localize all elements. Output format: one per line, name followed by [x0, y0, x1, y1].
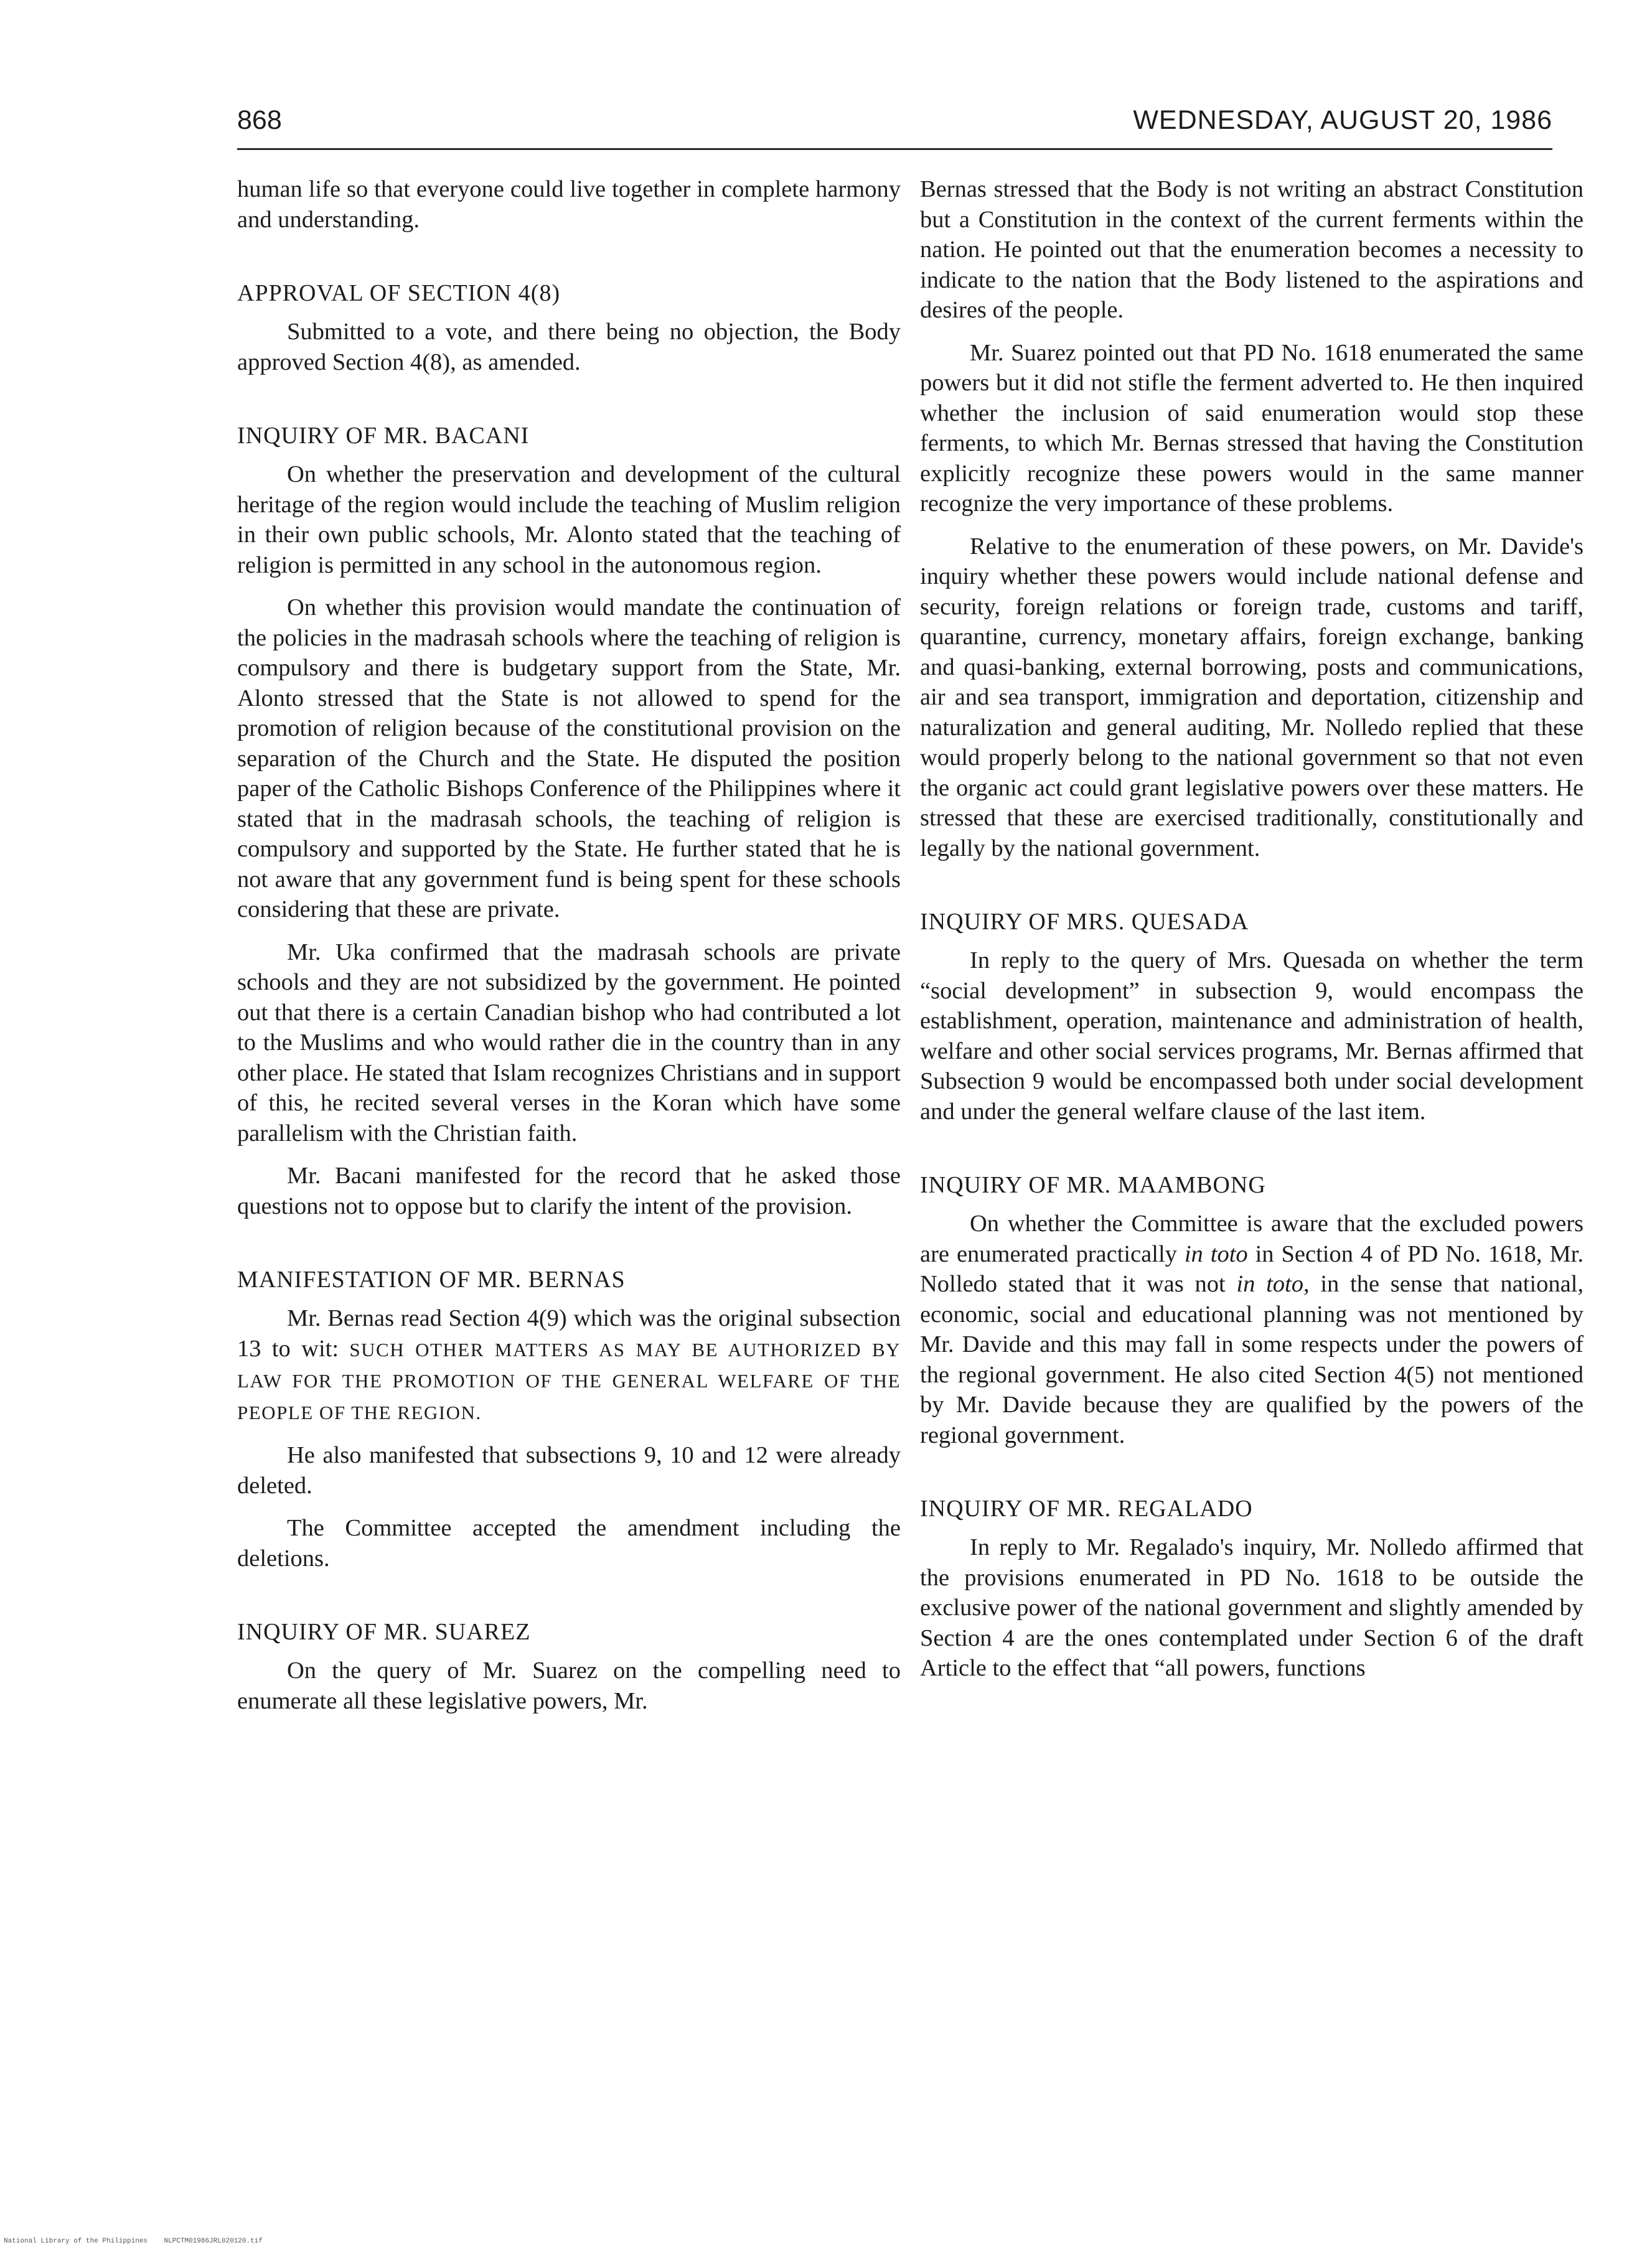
heading-inquiry-suarez: INQUIRY OF MR. SUAREZ	[237, 1619, 531, 1645]
heading-inquiry-bacani: INQUIRY OF MR. BACANI	[237, 423, 530, 449]
footer-library: National Library of the Philippines	[4, 2238, 148, 2245]
maambong-in-toto-1: in toto	[1184, 1240, 1248, 1267]
paragraph-intro: human life so that everyone could live together in complete harmony and understanding.	[237, 176, 901, 233]
paragraph-bacani-3: Mr. Uka confirmed that the madrasah schools are private schools and they are not subsidized by the government. He pointed out that there is a certain Canadian bishop who had contributed a lot to the Muslims and who would rather die in the country than in any other place. He stated that Islam recognizes Christians and in support of this, he recited several verses in the Koran which have some parallelism with the Christian faith.	[237, 939, 901, 1146]
scan-footer	[4, 2238, 263, 2245]
paragraph-bernas-3: The Committee accepted the amendment including the deletions.	[237, 1515, 901, 1572]
paragraph-suarez-2: Mr. Suarez pointed out that PD No. 1618 enumerated the same powers but it did not stifle the ferment adverted to. He then inquired whether the inclusion of said enumeration would stop these ferments, to which Mr. Bernas stressed that having the Constitution explicitly recognize these powers would in the same manner recognize the very importance of these problems.	[920, 339, 1584, 517]
paragraph-maambong	[920, 1209, 1584, 1450]
paragraph-bacani-1: On whether the preservation and development of the cultural heritage of the region would include the teaching of Muslim religion in their own public schools, Mr. Alonto stated that the teaching of religion is permitted in any school in the autonomous region.	[237, 461, 901, 578]
bernas-lead-text: Mr. Bernas read Section 4(9) which was the original subsection 13 to wit:	[237, 1305, 901, 1362]
paragraph-suarez-1: On the query of Mr. Suarez on the compelling need to enumerate all these legislative powers, Mr.	[237, 1657, 901, 1714]
header-rule	[237, 148, 1552, 150]
heading-inquiry-quesada: INQUIRY OF MRS. QUESADA	[920, 909, 1249, 935]
paragraph-bacani-4: Mr. Bacani manifested for the record that he asked those questions not to oppose but to clarify the intent of the provision.	[237, 1163, 901, 1219]
paragraph-bernas-1	[237, 1303, 901, 1428]
heading-inquiry-regalado: INQUIRY OF MR. REGALADO	[920, 1496, 1253, 1522]
maambong-text-b: in Section 4 of PD No. 1618, Mr. Nolledo stated that it was not	[920, 1240, 1584, 1297]
paragraph-bernas-2: He also manifested that subsections 9, 10 and 12 were already deleted.	[237, 1442, 901, 1499]
right-column	[920, 174, 1584, 1696]
maambong-text-c: , in the sense that national, economic, social and educational planning was not mentioned by Mr. Davide and this may fall in some respects under the powers of the regional government. He also cited Section 4(5) not mentioned by Mr. Davide because they are qualified by the powers of the regional government.	[920, 1271, 1584, 1448]
page-date: WEDNESDAY, AUGUST 20, 1986	[1133, 105, 1552, 135]
maambong-in-toto-2: in toto	[1236, 1271, 1303, 1297]
page-number: 868	[237, 105, 282, 135]
paragraph-suarez-3: Relative to the enumeration of these powers, on Mr. Davide's inquiry whether these powers would include national defense and security, foreign relations or foreign trade, customs and tariff, quarantine, currency, monetary affairs, foreign exchange, banking and quasi-banking, external borrowing, posts and communications, air and sea transport, immigration and deportation, citizenship and naturalization and general auditing, Mr. Nolledo replied that these would properly belong to the national government so that not even the organic act could grant legislative powers over these matters. He stressed that these are exercised traditionally, constitutionally and legally by the national government.	[920, 533, 1584, 861]
paragraph-suarez-continued: Bernas stressed that the Body is not writing an abstract Constitution but a Constitution in the context of the current ferments within the nation. He pointed out that the enumeration becomes a necessity to indicate to the nation that the Body listened to the aspirations and desires of the people.	[920, 176, 1584, 323]
paragraph-approval: Submitted to a vote, and there being no objection, the Body approved Section 4(8), as amended.	[237, 319, 901, 375]
maambong-text-a: On whether the Committee is aware that the excluded powers are enumerated practically	[920, 1211, 1584, 1267]
paragraph-quesada: In reply to the query of Mrs. Quesada on whether the term “social development” in subsection 9, would encompass the establishment, operation, maintenance and administration of health, welfare and other social services programs, Mr. Bernas affirmed that Subsection 9 would be encompassed both under social development and under the general welfare clause of the last item.	[920, 947, 1584, 1125]
bernas-quoted-subsection: SUCH OTHER MATTERS AS MAY BE AUTHORIZED BY LAW FOR THE PROMOTION OF THE GENERAL WELFARE OF THE PEOPLE OF THE REGION.	[237, 1338, 901, 1423]
heading-manifestation-bernas: MANIFESTATION OF MR. BERNAS	[237, 1267, 626, 1293]
paragraph-bacani-2: On whether this provision would mandate the continuation of the policies in the madrasah schools where the teaching of religion is compulsory and there is budgetary support from the State, Mr. Alonto stressed that the State is not allowed to spend for the promotion of religion because of the constitutional provision on the separation of the Church and the State. He disputed the position paper of the Catholic Bishops Conference of the Philippines where it stated that in the madrasah schools, the teaching of religion is compulsory and supported by the State. He further stated that he is not aware that any government fund is being spent for these schools considering that these are private.	[237, 594, 901, 922]
paragraph-regalado: In reply to Mr. Regalado's inquiry, Mr. Nolledo affirmed that the provisions enumerated in PD No. 1618 to be outside the exclusive power of the national government and slightly amended by Section 4 are the ones contemplated under Section 6 of the draft Article to the effect that “all powers, functions	[920, 1534, 1584, 1681]
left-column	[237, 174, 901, 1728]
heading-approval-section-4-8: APPROVAL OF SECTION 4(8)	[237, 280, 561, 306]
heading-inquiry-maambong: INQUIRY OF MR. MAAMBONG	[920, 1172, 1266, 1198]
footer-file: NLPCTM01986JRL020120.tif	[164, 2238, 263, 2245]
